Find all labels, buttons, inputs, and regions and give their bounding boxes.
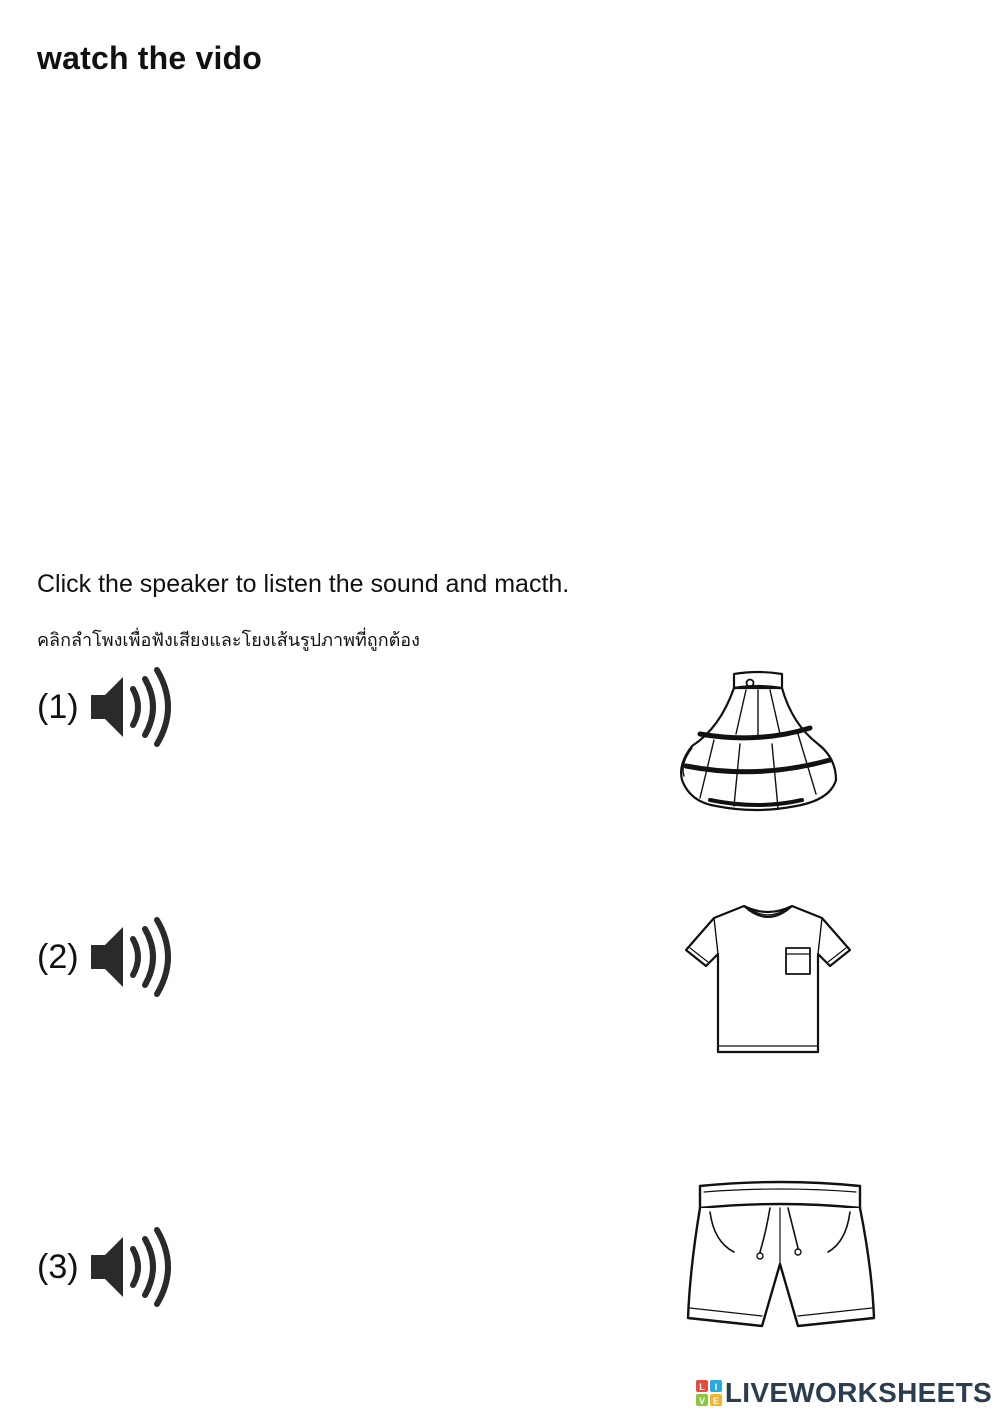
speaker-icon[interactable] [89, 667, 179, 747]
skirt-icon[interactable] [670, 668, 842, 816]
svg-text:E: E [712, 1396, 719, 1406]
item-number: (1) [37, 687, 79, 726]
svg-text:L: L [699, 1382, 705, 1392]
speaker-icon[interactable] [89, 1227, 179, 1307]
page-title: watch the vido [37, 40, 263, 76]
liveworksheets-logo-icon [696, 1380, 722, 1406]
liveworksheets-brand [696, 1377, 992, 1409]
item-number: (2) [37, 937, 79, 976]
brand-name: LIVEWORKSHEETS [724, 1377, 992, 1408]
audio-item-3 [37, 1222, 179, 1312]
svg-text:I: I [714, 1382, 718, 1392]
svg-text:V: V [698, 1396, 705, 1406]
shorts-icon[interactable] [684, 1178, 878, 1338]
audio-item-2 [37, 912, 179, 1002]
instruction-thai: คลิกลำโพงเพื่อฟังเสียงและโยงเส้นรูปภาพที่ถูกต้อง [37, 630, 420, 651]
t-shirt-icon[interactable] [682, 900, 854, 1058]
video-area[interactable] [37, 110, 957, 540]
speaker-icon[interactable] [89, 917, 179, 997]
instruction-english: Click the speaker to listen the sound and macth. [37, 570, 570, 598]
item-number: (3) [37, 1247, 79, 1286]
audio-item-1 [37, 662, 179, 752]
